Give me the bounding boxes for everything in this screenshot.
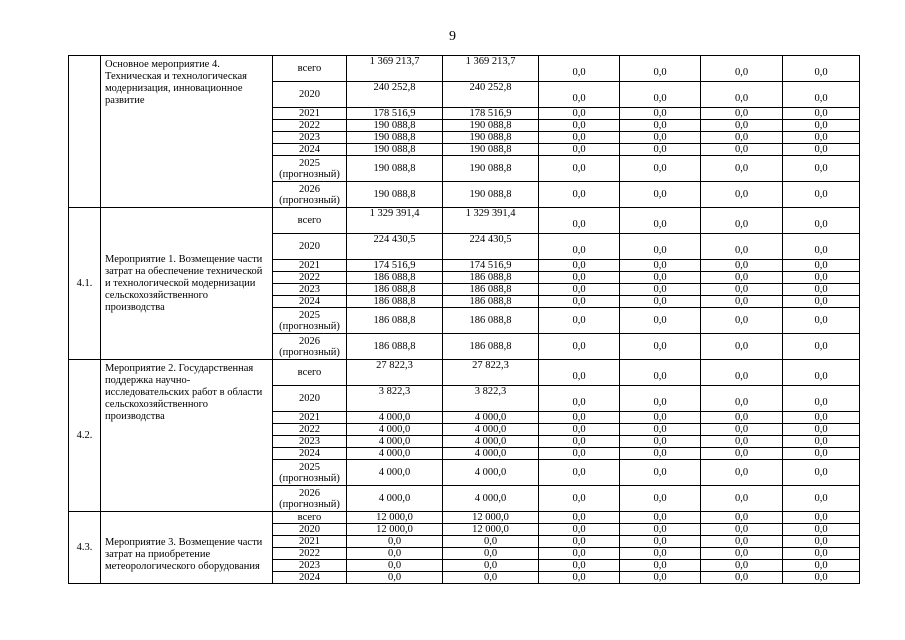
total-cell: 186 088,8 <box>347 272 443 284</box>
total-cell: 224 430,5 <box>347 234 443 260</box>
value-cell: 0,0 <box>620 208 701 234</box>
total-cell: 0,0 <box>347 536 443 548</box>
year-cell: 2020 <box>273 386 347 412</box>
total-cell: 174 516,9 <box>347 260 443 272</box>
value-cell: 0,0 <box>701 120 783 132</box>
total-cell: 186 088,8 <box>347 296 443 308</box>
value-cell: 0,0 <box>539 108 620 120</box>
value-cell: 0,0 <box>539 572 620 584</box>
total-cell: 0,0 <box>347 572 443 584</box>
value-cell: 0,0 <box>783 284 860 296</box>
value-cell: 0,0 <box>620 132 701 144</box>
value-cell: 0,0 <box>620 108 701 120</box>
year-cell: всего <box>273 512 347 524</box>
value-cell: 0,0 <box>620 182 701 208</box>
section-number: 4.1. <box>69 208 101 360</box>
value-cell: 0,0 <box>620 436 701 448</box>
value-cell: 0,0 <box>539 56 620 82</box>
value-cell: 0,0 <box>539 182 620 208</box>
value-cell: 0,0 <box>783 108 860 120</box>
federal-cell: 174 516,9 <box>443 260 539 272</box>
value-cell: 0,0 <box>783 234 860 260</box>
federal-cell: 186 088,8 <box>443 296 539 308</box>
total-cell: 0,0 <box>347 548 443 560</box>
federal-cell: 4 000,0 <box>443 486 539 512</box>
value-cell: 0,0 <box>701 412 783 424</box>
value-cell: 0,0 <box>701 424 783 436</box>
value-cell: 0,0 <box>783 460 860 486</box>
value-cell: 0,0 <box>783 208 860 234</box>
value-cell: 0,0 <box>783 144 860 156</box>
year-cell: 2021 <box>273 536 347 548</box>
value-cell: 0,0 <box>701 548 783 560</box>
value-cell: 0,0 <box>620 260 701 272</box>
page-number: 9 <box>449 29 456 44</box>
total-cell: 4 000,0 <box>347 448 443 460</box>
value-cell: 0,0 <box>783 272 860 284</box>
federal-cell: 0,0 <box>443 548 539 560</box>
total-cell: 0,0 <box>347 560 443 572</box>
value-cell: 0,0 <box>539 424 620 436</box>
value-cell: 0,0 <box>539 360 620 386</box>
value-cell: 0,0 <box>701 272 783 284</box>
value-cell: 0,0 <box>783 424 860 436</box>
value-cell: 0,0 <box>701 56 783 82</box>
total-cell: 186 088,8 <box>347 308 443 334</box>
value-cell: 0,0 <box>701 132 783 144</box>
value-cell: 0,0 <box>783 56 860 82</box>
value-cell: 0,0 <box>783 436 860 448</box>
value-cell: 0,0 <box>783 572 860 584</box>
year-cell: всего <box>273 208 347 234</box>
value-cell: 0,0 <box>783 334 860 360</box>
value-cell: 0,0 <box>701 234 783 260</box>
year-cell: 2020 <box>273 524 347 536</box>
total-cell: 190 088,8 <box>347 120 443 132</box>
federal-cell: 4 000,0 <box>443 448 539 460</box>
year-cell: 2022 <box>273 272 347 284</box>
total-cell: 4 000,0 <box>347 436 443 448</box>
federal-cell: 12 000,0 <box>443 524 539 536</box>
year-cell: 2023 <box>273 284 347 296</box>
value-cell: 0,0 <box>783 260 860 272</box>
federal-cell: 186 088,8 <box>443 308 539 334</box>
year-cell: 2022 <box>273 548 347 560</box>
year-cell: 2022 <box>273 120 347 132</box>
value-cell: 0,0 <box>539 208 620 234</box>
value-cell: 0,0 <box>539 82 620 108</box>
year-cell: 2025 (прогнозный) <box>273 156 347 182</box>
federal-cell: 190 088,8 <box>443 182 539 208</box>
value-cell: 0,0 <box>783 548 860 560</box>
total-cell: 12 000,0 <box>347 512 443 524</box>
value-cell: 0,0 <box>539 260 620 272</box>
total-cell: 4 000,0 <box>347 460 443 486</box>
total-cell: 1 329 391,4 <box>347 208 443 234</box>
year-cell: 2023 <box>273 560 347 572</box>
value-cell: 0,0 <box>783 360 860 386</box>
year-cell: 2024 <box>273 296 347 308</box>
table-row <box>69 360 860 386</box>
year-cell: 2020 <box>273 234 347 260</box>
section-title: Мероприятие 3. Возмещение части затрат на приобретение метеорологического оборудования <box>101 512 273 584</box>
total-cell: 4 000,0 <box>347 424 443 436</box>
federal-cell: 0,0 <box>443 536 539 548</box>
total-cell: 190 088,8 <box>347 132 443 144</box>
federal-cell: 240 252,8 <box>443 82 539 108</box>
section-title: Основное мероприятие 4. Техническая и технологическая модернизация, инновационное развитие <box>101 56 273 208</box>
value-cell: 0,0 <box>620 82 701 108</box>
value-cell: 0,0 <box>539 386 620 412</box>
federal-cell: 4 000,0 <box>443 424 539 436</box>
federal-cell: 190 088,8 <box>443 132 539 144</box>
value-cell: 0,0 <box>701 308 783 334</box>
value-cell: 0,0 <box>620 234 701 260</box>
year-cell: 2024 <box>273 448 347 460</box>
federal-cell: 0,0 <box>443 572 539 584</box>
value-cell: 0,0 <box>701 536 783 548</box>
year-cell: всего <box>273 56 347 82</box>
value-cell: 0,0 <box>539 334 620 360</box>
value-cell: 0,0 <box>620 156 701 182</box>
value-cell: 0,0 <box>701 460 783 486</box>
federal-cell: 4 000,0 <box>443 436 539 448</box>
value-cell: 0,0 <box>539 524 620 536</box>
federal-cell: 224 430,5 <box>443 234 539 260</box>
total-cell: 190 088,8 <box>347 182 443 208</box>
value-cell: 0,0 <box>701 524 783 536</box>
federal-cell: 178 516,9 <box>443 108 539 120</box>
year-cell: 2022 <box>273 424 347 436</box>
total-cell: 178 516,9 <box>347 108 443 120</box>
value-cell: 0,0 <box>539 156 620 182</box>
federal-cell: 186 088,8 <box>443 272 539 284</box>
value-cell: 0,0 <box>620 284 701 296</box>
table-row <box>69 56 860 82</box>
value-cell: 0,0 <box>701 360 783 386</box>
total-cell: 186 088,8 <box>347 284 443 296</box>
value-cell: 0,0 <box>783 512 860 524</box>
year-cell: 2021 <box>273 108 347 120</box>
value-cell: 0,0 <box>701 486 783 512</box>
value-cell: 0,0 <box>783 560 860 572</box>
year-cell: 2025 (прогнозный) <box>273 460 347 486</box>
value-cell: 0,0 <box>701 436 783 448</box>
value-cell: 0,0 <box>539 308 620 334</box>
value-cell: 0,0 <box>783 524 860 536</box>
year-cell: 2021 <box>273 260 347 272</box>
section-number: 4.3. <box>69 512 101 584</box>
total-cell: 240 252,8 <box>347 82 443 108</box>
table-row <box>69 208 860 234</box>
year-cell: 2024 <box>273 144 347 156</box>
federal-cell: 27 822,3 <box>443 360 539 386</box>
federal-cell: 12 000,0 <box>443 512 539 524</box>
value-cell: 0,0 <box>539 486 620 512</box>
value-cell: 0,0 <box>539 560 620 572</box>
federal-cell: 0,0 <box>443 560 539 572</box>
value-cell: 0,0 <box>539 548 620 560</box>
value-cell: 0,0 <box>620 536 701 548</box>
value-cell: 0,0 <box>701 560 783 572</box>
value-cell: 0,0 <box>783 536 860 548</box>
value-cell: 0,0 <box>783 132 860 144</box>
value-cell: 0,0 <box>701 144 783 156</box>
value-cell: 0,0 <box>701 284 783 296</box>
value-cell: 0,0 <box>783 182 860 208</box>
value-cell: 0,0 <box>783 386 860 412</box>
total-cell: 186 088,8 <box>347 334 443 360</box>
year-cell: 2025 (прогнозный) <box>273 308 347 334</box>
section-title: Мероприятие 2. Государственная поддержка научно-исследовательских работ в области сельскохозяйственного производства <box>101 360 273 512</box>
federal-cell: 3 822,3 <box>443 386 539 412</box>
value-cell: 0,0 <box>539 448 620 460</box>
value-cell: 0,0 <box>539 412 620 424</box>
value-cell: 0,0 <box>701 82 783 108</box>
year-cell: 2026 (прогнозный) <box>273 486 347 512</box>
year-cell: 2021 <box>273 412 347 424</box>
value-cell: 0,0 <box>620 424 701 436</box>
value-cell: 0,0 <box>783 296 860 308</box>
total-cell: 1 369 213,7 <box>347 56 443 82</box>
value-cell: 0,0 <box>539 234 620 260</box>
value-cell: 0,0 <box>539 284 620 296</box>
federal-cell: 4 000,0 <box>443 412 539 424</box>
value-cell: 0,0 <box>620 524 701 536</box>
value-cell: 0,0 <box>701 448 783 460</box>
total-cell: 27 822,3 <box>347 360 443 386</box>
value-cell: 0,0 <box>783 156 860 182</box>
value-cell: 0,0 <box>620 296 701 308</box>
value-cell: 0,0 <box>539 460 620 486</box>
value-cell: 0,0 <box>701 156 783 182</box>
value-cell: 0,0 <box>783 412 860 424</box>
value-cell: 0,0 <box>620 360 701 386</box>
total-cell: 190 088,8 <box>347 156 443 182</box>
budget-table <box>68 55 860 584</box>
total-cell: 3 822,3 <box>347 386 443 412</box>
total-cell: 4 000,0 <box>347 412 443 424</box>
value-cell: 0,0 <box>783 82 860 108</box>
value-cell: 0,0 <box>539 296 620 308</box>
value-cell: 0,0 <box>620 548 701 560</box>
year-cell: 2026 (прогнозный) <box>273 334 347 360</box>
value-cell: 0,0 <box>620 334 701 360</box>
year-cell: всего <box>273 360 347 386</box>
value-cell: 0,0 <box>783 486 860 512</box>
federal-cell: 186 088,8 <box>443 334 539 360</box>
year-cell: 2026 (прогнозный) <box>273 182 347 208</box>
value-cell: 0,0 <box>539 120 620 132</box>
federal-cell: 4 000,0 <box>443 460 539 486</box>
value-cell: 0,0 <box>783 308 860 334</box>
value-cell: 0,0 <box>539 132 620 144</box>
section-title: Мероприятие 1. Возмещение части затрат на обеспечение технической и технологической модернизации сельскохозяйственного производства <box>101 208 273 360</box>
value-cell: 0,0 <box>539 536 620 548</box>
section-number <box>69 56 101 208</box>
value-cell: 0,0 <box>620 120 701 132</box>
value-cell: 0,0 <box>701 182 783 208</box>
value-cell: 0,0 <box>620 272 701 284</box>
value-cell: 0,0 <box>620 512 701 524</box>
value-cell: 0,0 <box>701 260 783 272</box>
value-cell: 0,0 <box>620 460 701 486</box>
value-cell: 0,0 <box>701 296 783 308</box>
value-cell: 0,0 <box>539 272 620 284</box>
value-cell: 0,0 <box>539 144 620 156</box>
value-cell: 0,0 <box>620 486 701 512</box>
year-cell: 2023 <box>273 436 347 448</box>
value-cell: 0,0 <box>701 334 783 360</box>
value-cell: 0,0 <box>539 436 620 448</box>
year-cell: 2023 <box>273 132 347 144</box>
value-cell: 0,0 <box>701 572 783 584</box>
value-cell: 0,0 <box>783 120 860 132</box>
total-cell: 190 088,8 <box>347 144 443 156</box>
value-cell: 0,0 <box>620 448 701 460</box>
value-cell: 0,0 <box>620 572 701 584</box>
value-cell: 0,0 <box>620 144 701 156</box>
value-cell: 0,0 <box>701 512 783 524</box>
value-cell: 0,0 <box>620 412 701 424</box>
year-cell: 2024 <box>273 572 347 584</box>
federal-cell: 190 088,8 <box>443 156 539 182</box>
federal-cell: 190 088,8 <box>443 120 539 132</box>
value-cell: 0,0 <box>620 560 701 572</box>
value-cell: 0,0 <box>539 512 620 524</box>
value-cell: 0,0 <box>701 108 783 120</box>
value-cell: 0,0 <box>783 448 860 460</box>
section-number: 4.2. <box>69 360 101 512</box>
total-cell: 4 000,0 <box>347 486 443 512</box>
table-row <box>69 512 860 524</box>
value-cell: 0,0 <box>620 386 701 412</box>
federal-cell: 190 088,8 <box>443 144 539 156</box>
total-cell: 12 000,0 <box>347 524 443 536</box>
value-cell: 0,0 <box>620 56 701 82</box>
year-cell: 2020 <box>273 82 347 108</box>
value-cell: 0,0 <box>620 308 701 334</box>
value-cell: 0,0 <box>701 208 783 234</box>
federal-cell: 1 329 391,4 <box>443 208 539 234</box>
value-cell: 0,0 <box>701 386 783 412</box>
federal-cell: 1 369 213,7 <box>443 56 539 82</box>
federal-cell: 186 088,8 <box>443 284 539 296</box>
